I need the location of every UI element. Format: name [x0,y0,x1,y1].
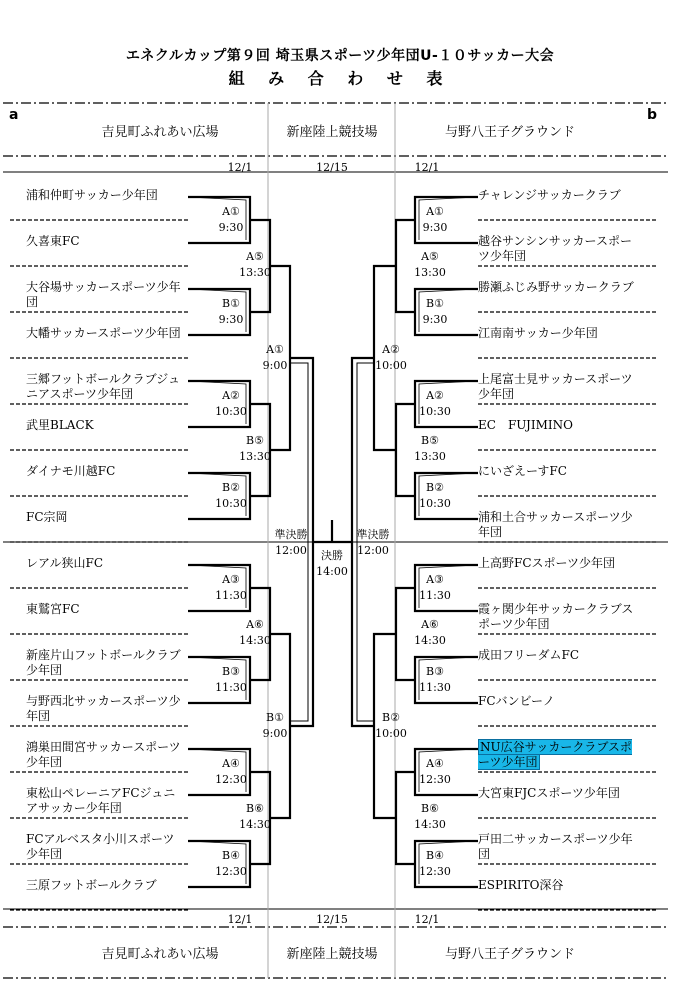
match-time-round3: 9:00 [262,727,288,740]
match-code-round1: A③ [222,573,240,586]
team-name: 上尾富士見サッカースポーツ少年団 [478,372,633,401]
team-name [478,740,638,770]
team-name: FCバンビーノ [478,694,555,708]
team-name: 東松山ペレーニアFCジュニアサッカー少年団 [26,786,176,815]
match-time-round3: 9:00 [262,359,288,372]
semifinal-right-label: 準決勝 [356,528,390,541]
venue-center-bottom: 新座陸上競技場 [286,947,378,962]
team-name: 三郷フットボールクラブジュニアスポーツ少年団 [26,372,180,401]
team-name: 与野西北サッカースポーツ少年団 [26,694,181,723]
team-name: 上高野FCスポーツ少年団 [478,556,616,570]
match-code-round3: A① [266,343,284,356]
team-name: 東鷲宮FC [26,602,80,616]
team-name: ダイナモ川越FC [26,464,116,478]
match-time-round1: 12:30 [419,865,451,878]
match-code-round1: B③ [222,665,240,678]
team-name: FCアルベスタ小川スポーツ少年団 [26,832,175,861]
final-label: 決勝 [321,549,343,562]
match-time-round1: 9:30 [218,221,244,234]
match-code-round1: B③ [426,665,444,678]
date-left-bottom: 12/1 [227,913,253,926]
highlighted-team-name: NU広谷サッカークラブスポーツ少年団 [478,740,632,769]
match-time-round2: 13:30 [239,266,271,279]
match-code-round2: A⑥ [246,618,264,631]
match-time-round1: 11:30 [419,681,451,694]
team-name: FC宗岡 [26,510,68,524]
match-code-round1: A② [222,389,240,402]
match-code-round1: B④ [222,849,240,862]
semifinal-left-time: 12:00 [275,544,307,557]
match-time-round1: 12:30 [215,773,247,786]
final-match [307,548,357,580]
match-code-round2: A⑤ [421,250,439,263]
team-name: チャレンジサッカークラブ [478,188,621,202]
match-time-round1: 11:30 [419,589,451,602]
match-code-round2: B⑤ [246,434,264,447]
match-code-round1: A① [426,205,444,218]
page-subtitle: 組 み 合 わ せ 表 [228,69,452,88]
venue-left-bottom: 吉見町ふれあい広場 [101,947,219,962]
match-code-round2: B⑤ [421,434,439,447]
side-label-left: a [9,107,19,123]
semifinal-left-label: 準決勝 [274,528,308,541]
team-name: にいざえーすFC [478,464,567,478]
match-code-round3: B② [382,711,400,724]
team-name: 鴻巣田間宮サッカースポーツ少年団 [26,740,181,769]
match-code-round3: A② [382,343,400,356]
team-name: EC FUJIMINO [478,418,573,432]
match-code-round2: A⑥ [421,618,439,631]
date-right-bottom: 12/1 [414,913,440,926]
team-name: ESPIRITO深谷 [478,878,564,892]
team-name: 越谷サンシンサッカースポーツ少年団 [478,234,632,263]
match-time-round1: 10:30 [419,405,451,418]
team-name: 三原フットボールクラブ [26,878,157,892]
match-code-round1: A④ [222,757,240,770]
team-name: 久喜東FC [26,234,80,248]
semifinal-right-time: 12:00 [357,544,389,557]
match-time-round1: 10:30 [215,405,247,418]
match-time-round1: 10:30 [419,497,451,510]
match-time-round2: 13:30 [414,266,446,279]
match-code-round2: B⑥ [246,802,264,815]
match-time-round2: 13:30 [239,450,271,463]
date-left-top: 12/1 [227,161,253,174]
match-time-round1: 9:30 [422,221,448,234]
team-name: 成田フリーダムFC [478,648,580,662]
match-code-round1: B② [222,481,240,494]
match-time-round2: 14:30 [239,634,271,647]
final-time: 14:00 [316,565,348,578]
match-code-round2: B⑥ [421,802,439,815]
team-name: 大宮東FJCスポーツ少年団 [478,786,620,800]
team-name: 戸田二サッカースポーツ少年団 [478,832,633,861]
team-name: 武里BLACK [26,418,94,432]
venue-right-top: 与野八王子グラウンド [444,125,575,140]
team-name: 大谷場サッカースポーツ少年団 [26,280,181,309]
match-time-round3: 10:00 [375,359,407,372]
team-name: 新座片山フットボールクラブ少年団 [26,648,181,677]
team-name: 勝瀬ふじみ野サッカークラブ [478,280,634,294]
match-code-round1: B① [222,297,240,310]
team-name: 浦和仲町サッカー少年団 [26,188,158,202]
match-time-round1: 11:30 [215,681,247,694]
match-code-round1: B① [426,297,444,310]
page-title: エネクルカップ第９回 埼玉県スポーツ少年団U-１０サッカー大会 [125,48,555,64]
date-right-top: 12/1 [414,161,440,174]
venue-left-top: 吉見町ふれあい広場 [101,125,219,140]
match-time-round3: 10:00 [375,727,407,740]
team-name: 大幡サッカースポーツ少年団 [26,326,181,340]
match-code-round1: A③ [426,573,444,586]
side-label-right: b [647,107,658,123]
team-name: 霞ヶ関少年サッカークラブスポーツ少年団 [478,602,634,631]
match-code-round1: A④ [426,757,444,770]
match-time-round2: 14:30 [239,818,271,831]
match-code-round1: B② [426,481,444,494]
match-code-round1: A① [222,205,240,218]
venue-right-bottom: 与野八王子グラウンド [444,947,575,962]
match-time-round1: 12:30 [215,865,247,878]
date-center-top: 12/15 [316,161,348,174]
match-code-round3: B① [266,711,284,724]
match-code-round1: B④ [426,849,444,862]
match-time-round1: 10:30 [215,497,247,510]
match-time-round2: 14:30 [414,818,446,831]
match-time-round1: 9:30 [218,313,244,326]
venue-center-top: 新座陸上競技場 [286,125,378,140]
team-name: 江南南サッカー少年団 [478,326,598,340]
match-code-round2: A⑤ [246,250,264,263]
team-name: レアル狭山FC [26,556,104,570]
team-name: 浦和土合サッカースポーツ少年団 [478,510,633,539]
match-time-round1: 11:30 [215,589,247,602]
date-center-bottom: 12/15 [316,913,348,926]
match-time-round1: 12:30 [419,773,451,786]
match-time-round1: 9:30 [422,313,448,326]
match-time-round2: 13:30 [414,450,446,463]
match-code-round1: A② [426,389,444,402]
match-time-round2: 14:30 [414,634,446,647]
